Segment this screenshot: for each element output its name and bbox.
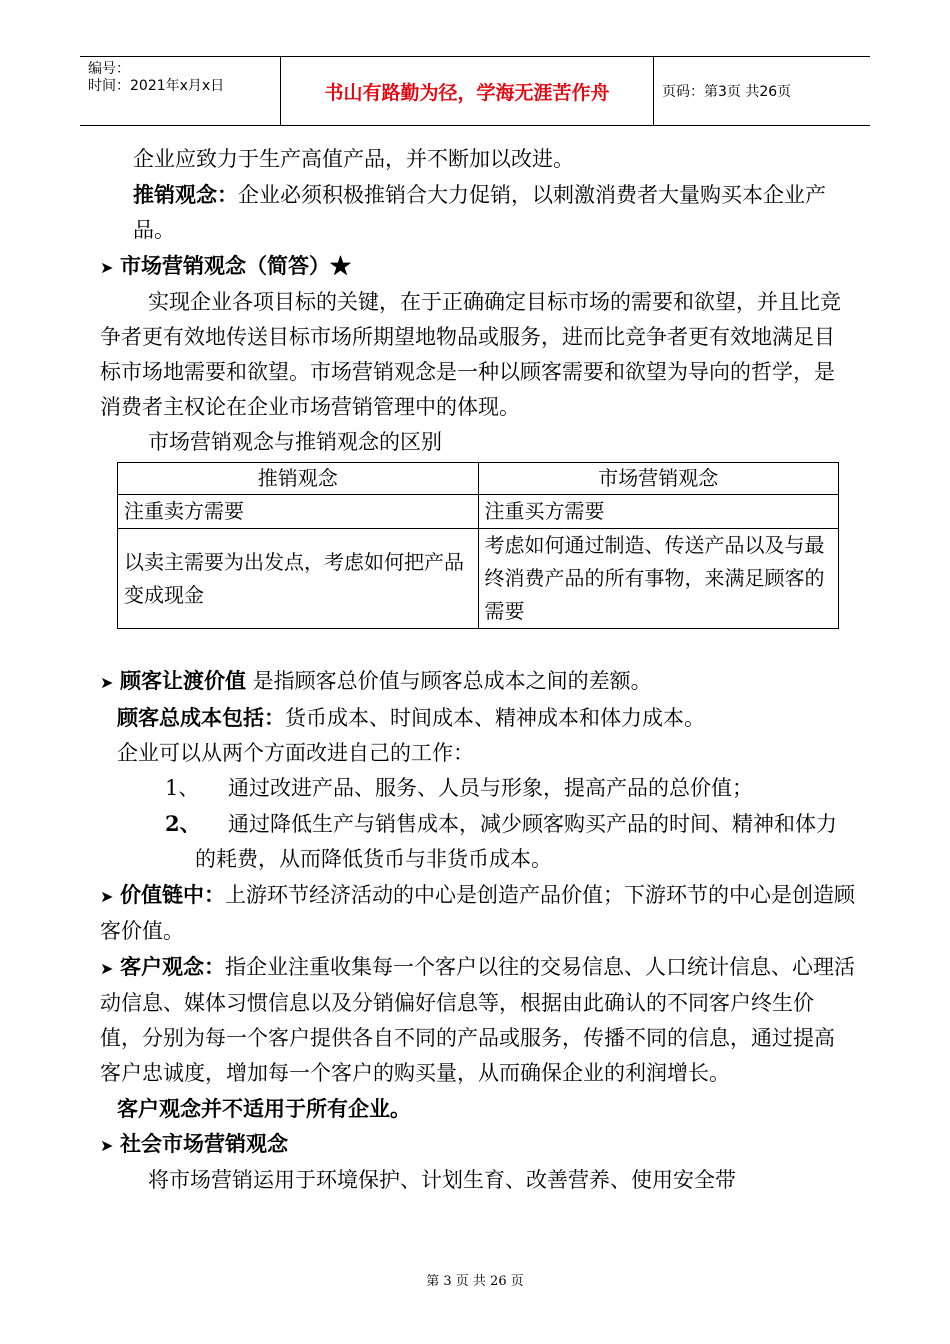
chain-text: 上游环节经济活动的中心是创造产品价值；下游环节的中心是创造顾客价值。 bbox=[100, 883, 855, 943]
header-page-info: 页码：第3页 共26页 bbox=[662, 84, 792, 100]
cost-label: 顾客总成本包括： bbox=[117, 705, 285, 730]
arrow-bullet-icon: ➤ bbox=[100, 887, 114, 906]
arrow-bullet-icon: ➤ bbox=[100, 1136, 114, 1155]
social-heading bbox=[100, 1126, 855, 1163]
value-heading: 顾客让渡价值 bbox=[120, 668, 246, 693]
customer-note: 客户观念并不适用于所有企业。 bbox=[117, 1096, 411, 1121]
comparison-table bbox=[117, 462, 839, 629]
cost-paragraph bbox=[100, 700, 855, 736]
value-paragraph bbox=[100, 663, 855, 700]
list-item bbox=[100, 806, 855, 877]
page-header bbox=[80, 56, 870, 126]
customer-text: 指企业注重收集每一个客户以往的交易信息、人口统计信息、心理活动信息、媒体习惯信息以及分销偏好信息等，根据由此确认的不同客户终生价值，分别为每一个客户提供各自不同的产品或服务，传播不同的信息，通过提高客户忠诚度，增加每一个客户的购买量，从而确保企业的利润增长。 bbox=[100, 955, 855, 1085]
arrow-bullet-icon: ➤ bbox=[100, 959, 114, 978]
social-paragraph: 将市场营销运用于环境保护、计划生育、改善营养、使用安全带 bbox=[148, 1168, 736, 1192]
marketing-paragraph: 实现企业各项目标的关键，在于正确确定目标市场的需要和欲望，并且比竞争者更有效地传送目标市场所期望地物品或服务，进而比竞争者更有效地满足目标市场地需要和欲望。市场营销观念是一种以顾客需要和欲望为导向的哲学，是消费者主权论在企业市场营销管理中的体现。 bbox=[100, 290, 841, 419]
push-text: 企业必须积极推销合大力促销，以刺激消费者大量购买本企业产品。 bbox=[133, 183, 826, 242]
time-label: 时间：2021年x月x日 bbox=[88, 78, 225, 94]
list-item bbox=[100, 771, 855, 806]
table-row bbox=[118, 529, 839, 629]
table-header-row bbox=[118, 463, 839, 495]
cost-text: 货币成本、时间成本、精神成本和体力成本。 bbox=[285, 706, 705, 730]
arrow-bullet-icon: ➤ bbox=[100, 673, 114, 692]
table-caption: 市场营销观念与推销观念的区别 bbox=[148, 430, 442, 454]
push-paragraph bbox=[100, 177, 855, 248]
page-content bbox=[100, 142, 855, 1198]
value-text: 是指顾客总价值与顾客总成本之间的差额。 bbox=[246, 669, 652, 693]
header-meta bbox=[80, 57, 280, 125]
table-cell: 考虑如何通过制造、传送产品以及与最终消费产品的所有事物，来满足顾客的需要 bbox=[478, 529, 839, 629]
table-row bbox=[118, 495, 839, 529]
arrow-bullet-icon: ➤ bbox=[100, 258, 114, 277]
push-label: 推销观念： bbox=[133, 182, 238, 207]
list-text: 通过降低生产与销售成本，减少顾客购买产品的时间、精神和体力的耗费，从而降低货币与非货币成本。 bbox=[195, 812, 837, 871]
marketing-heading-text: 市场营销观念（简答）★ bbox=[120, 253, 351, 278]
improve-intro: 企业可以从两个方面改进自己的工作： bbox=[117, 741, 474, 765]
table-cell: 注重卖方需要 bbox=[118, 495, 479, 529]
table-header-cell: 推销观念 bbox=[118, 463, 479, 495]
page-footer: 第 3 页 共 26 页 bbox=[426, 1274, 524, 1289]
list-number: 2、 bbox=[165, 811, 201, 836]
list-text: 通过改进产品、服务、人员与形象，提高产品的总价值； bbox=[228, 776, 753, 800]
text-line: 企业应致力于生产高值产品，并不断加以改进。 bbox=[133, 147, 574, 171]
header-motto: 书山有路勤为径，学海无涯苦作舟 bbox=[280, 57, 654, 125]
table-cell: 注重买方需要 bbox=[478, 495, 839, 529]
marketing-heading bbox=[100, 248, 855, 285]
customer-paragraph bbox=[100, 949, 855, 1091]
number-label: 编号： bbox=[88, 61, 130, 77]
social-heading-text: 社会市场营销观念 bbox=[120, 1131, 288, 1156]
customer-label: 客户观念： bbox=[120, 954, 225, 979]
table-cell: 以卖主需要为出发点，考虑如何把产品变成现金 bbox=[118, 529, 479, 629]
table-header-cell: 市场营销观念 bbox=[478, 463, 839, 495]
chain-label: 价值链中： bbox=[120, 882, 225, 907]
list-number: 1、 bbox=[165, 776, 200, 800]
chain-paragraph bbox=[100, 877, 855, 949]
